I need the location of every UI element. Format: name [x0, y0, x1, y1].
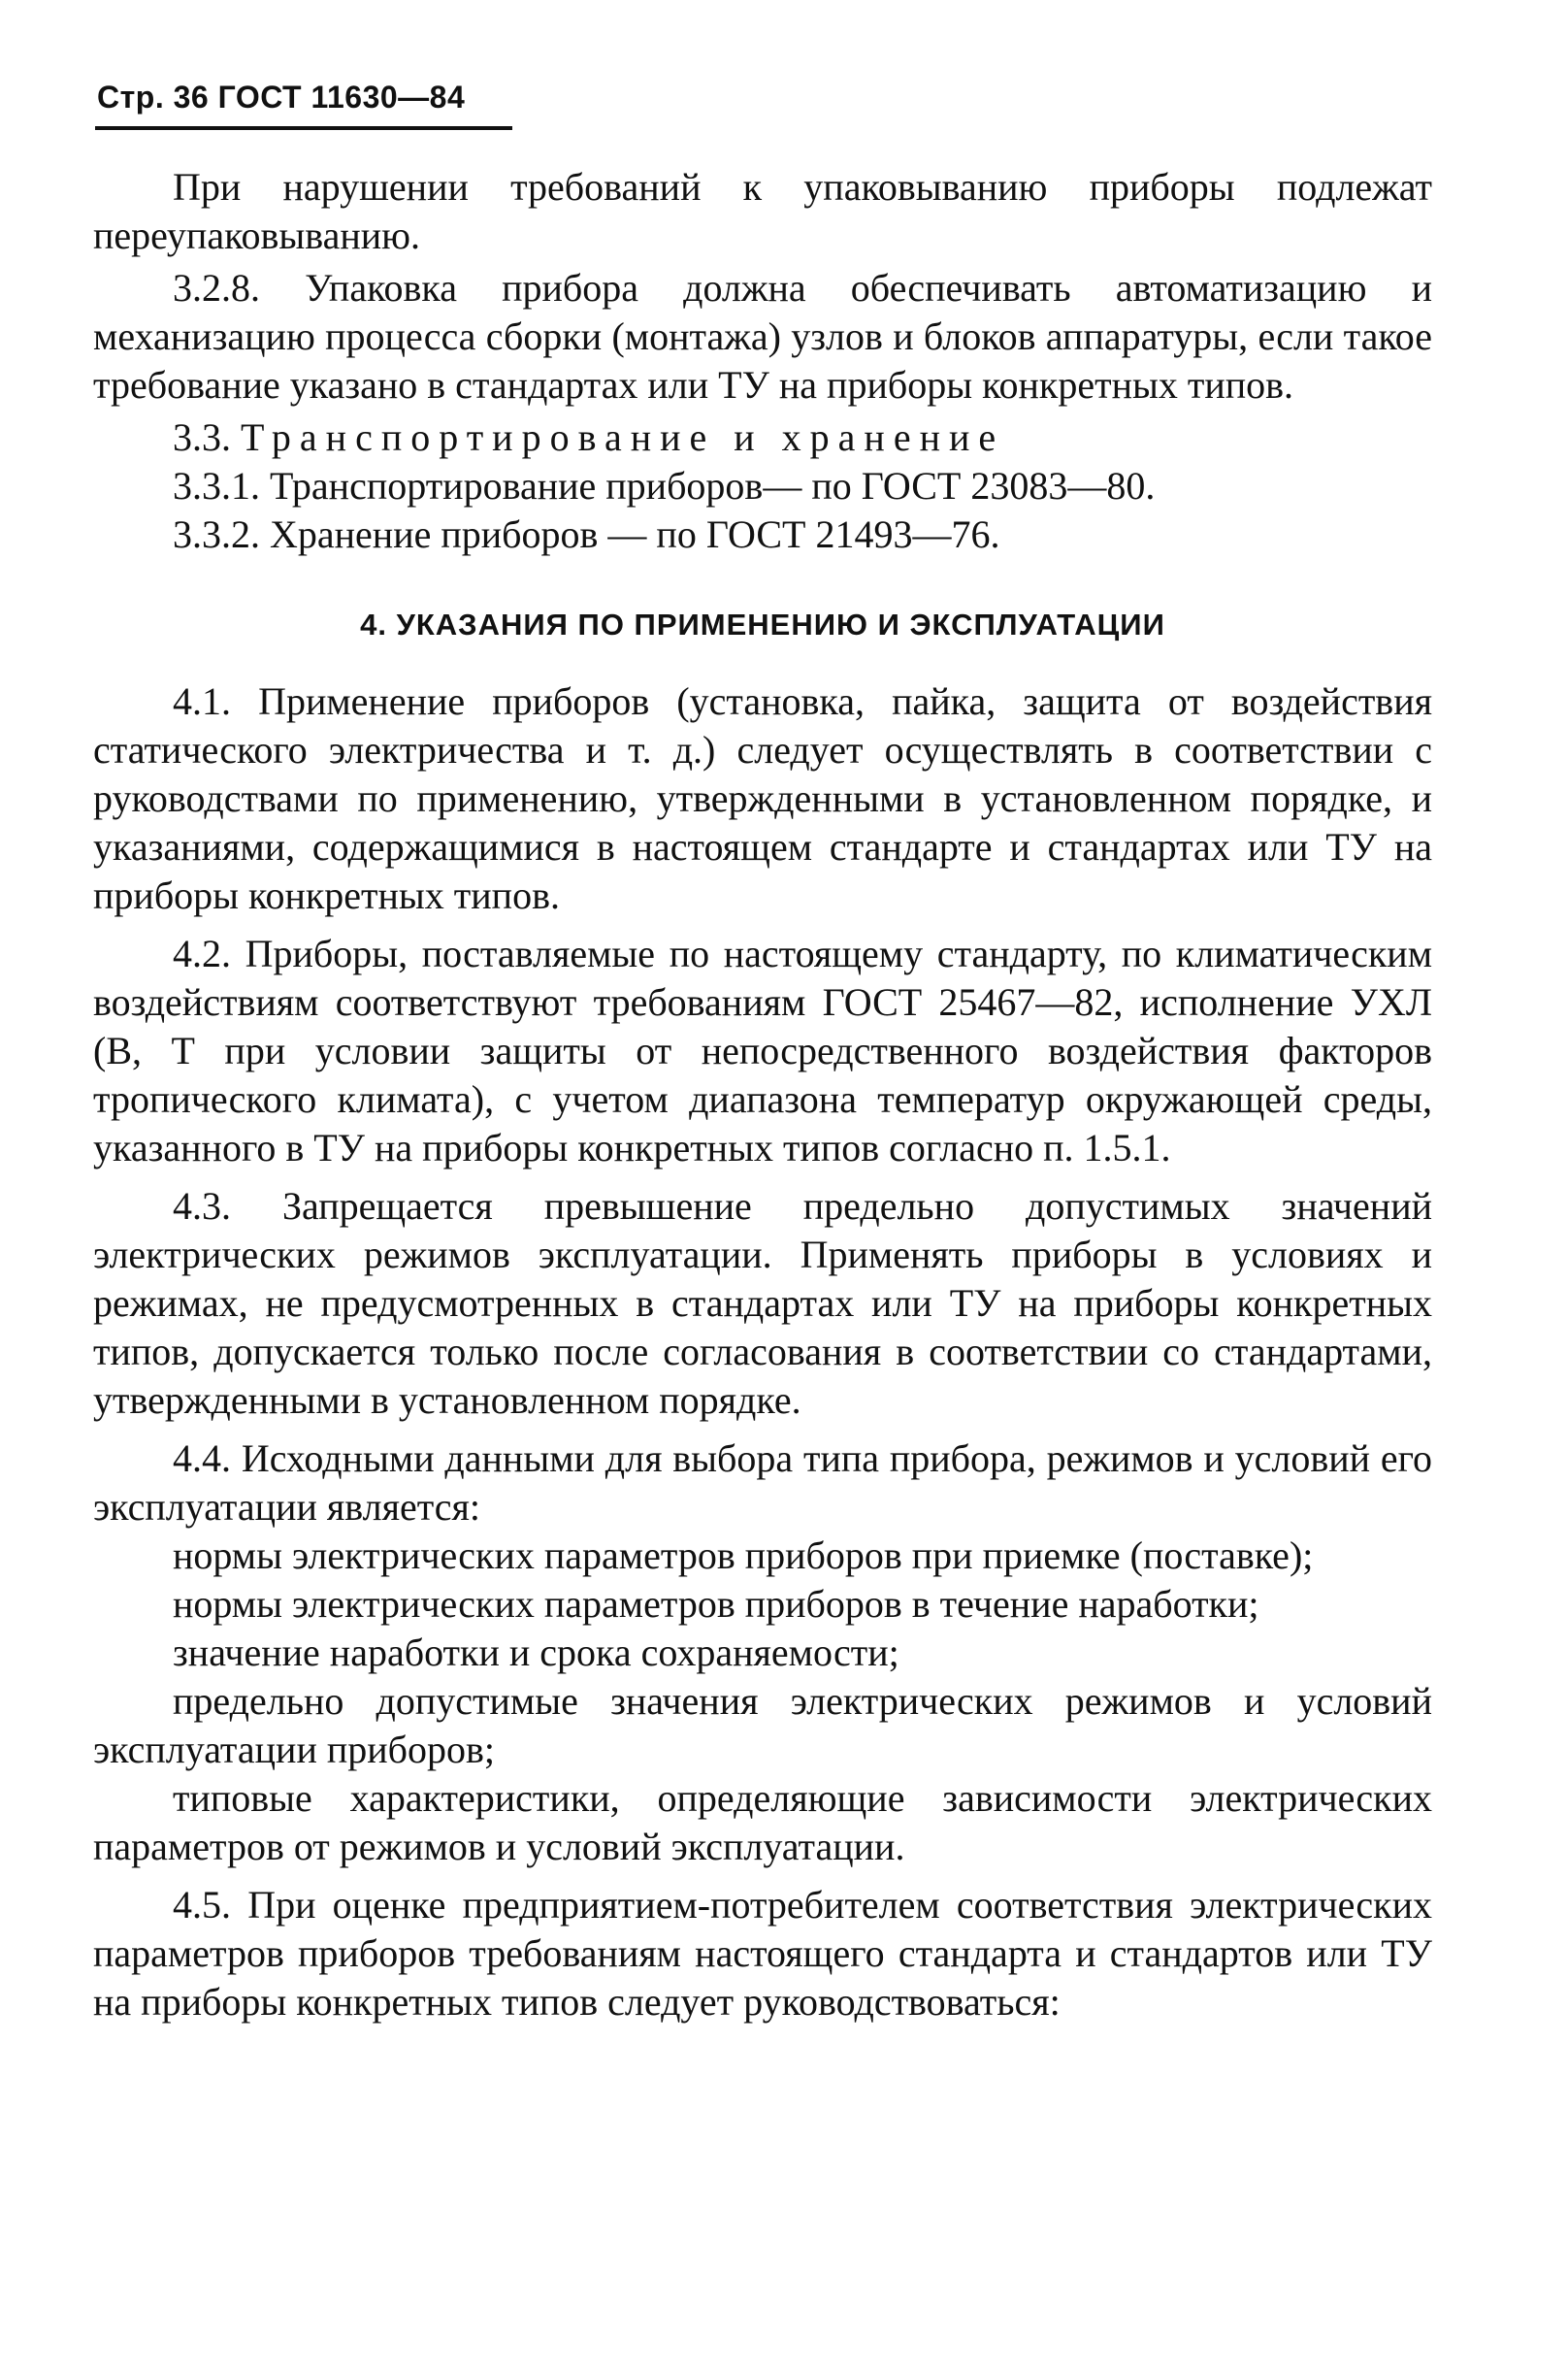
- paragraph-4-5: 4.5. При оценке предприятием-потребителем соответствия электрических параметров приборов требованиям настоящего стандарта и стандартов или ТУ на приборы конкретных типов следует руководствоваться:: [93, 1883, 1432, 2024]
- list-item: предельно допустимые значения электрических режимов и условий эксплуатации приборов;: [93, 1679, 1432, 1771]
- paragraph-3-2-8: 3.2.8. Упаковка прибора должна обеспечивать автоматизацию и механизацию процесса сборки (монтажа) узлов и блоков аппаратуры, если такое требование указано в стандартах или ТУ на приборы конкретных типов.: [93, 266, 1432, 407]
- page-header: Стр. 36 ГОСТ 11630—84: [97, 80, 466, 115]
- paragraph-repacking: При нарушении требований к упаковыванию приборы подлежат переупаковыванию.: [93, 165, 1432, 257]
- subsection-3-3-heading: [93, 413, 1432, 462]
- list-item: типовые характеристики, определяющие зависимости электрических параметров от режимов и условий эксплуатации.: [93, 1776, 1432, 1868]
- paragraph-4-2: 4.2. Приборы, поставляемые по настоящему стандарту, по климатическим воздействиям соответствуют требованиям ГОСТ 25467—82, исполнение УХЛ (В, Т при условии защиты от непосредственного воздействия факторов тропического климата), с учетом диапазона температур окружающей среды, указанного в ТУ на приборы конкретных типов согласно п. 1.5.1.: [93, 932, 1432, 1170]
- paragraph-3-3-1: 3.3.1. Транспортирование приборов— по ГОСТ 23083—80.: [173, 464, 1156, 508]
- paragraph-3-3-2: 3.3.2. Хранение приборов — по ГОСТ 21493—76.: [173, 512, 1000, 556]
- paragraph-4-3: 4.3. Запрещается превышение предельно допустимых значений электрических режимов эксплуатации. Применять приборы в условиях и режимах, не предусмотренных в стандартах или ТУ на приборы конкретных типов, допускается только после согласования в соответствии со стандартами, утвержденными в установленном порядке.: [93, 1184, 1432, 1422]
- list-item: значение наработки и срока сохраняемости;: [173, 1631, 899, 1674]
- subsection-3-3-number: 3.3.: [173, 415, 231, 459]
- paragraph-4-1: 4.1. Применение приборов (установка, пайка, защита от воздействия статического электричества и т. д.) следует осуществлять в соответствии с руководствами по применению, утвержденными в установленном порядке, и указаниями, содержащимися в настоящем стандарте и стандартах или ТУ на приборы конкретных типов.: [93, 679, 1432, 917]
- list-item: нормы электрических параметров приборов в течение наработки;: [173, 1582, 1259, 1626]
- header-rule: [95, 126, 512, 130]
- section-4-title: 4. УКАЗАНИЯ ПО ПРИМЕНЕНИЮ И ЭКСПЛУАТАЦИИ: [360, 608, 1165, 642]
- subsection-3-3-title: Транспортирование и хранение: [241, 415, 1005, 459]
- document-body: [93, 163, 1432, 2026]
- list-item: нормы электрических параметров приборов при приемке (поставке);: [173, 1533, 1314, 1577]
- paragraph-4-4: 4.4. Исходными данными для выбора типа прибора, режимов и условий его эксплуатации является:: [93, 1436, 1432, 1529]
